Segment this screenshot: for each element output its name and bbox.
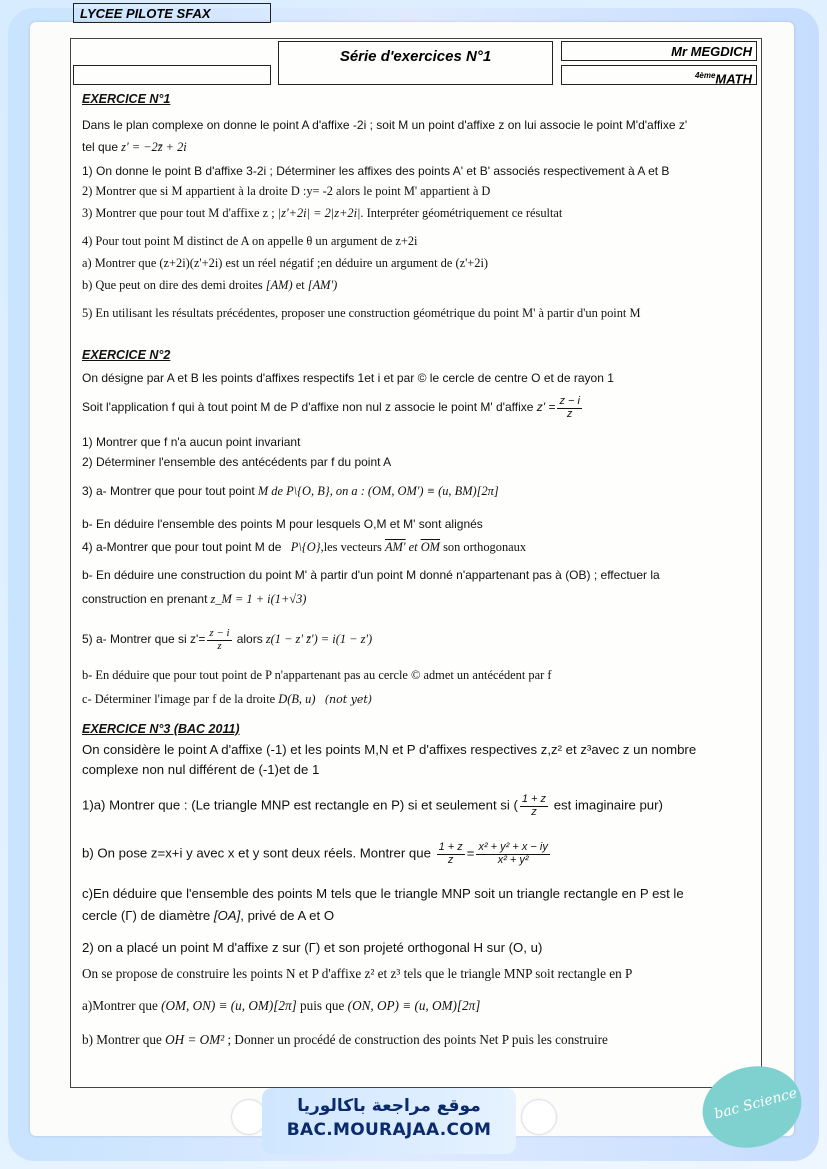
site-footer-banner[interactable] bbox=[262, 1088, 516, 1154]
ex2-line-6: b- En déduire l'ensemble des points M pour lesquels O,M et M' sont alignés bbox=[82, 517, 483, 531]
ex1-line-8-and: et bbox=[295, 278, 305, 292]
ex1-line-1: Dans le plan complexe on donne le point A d'affixe -2i ; soit M un point d'affixe z on lui associe le point M'd'affixe z' bbox=[82, 118, 688, 132]
ex3-line-6 bbox=[82, 908, 334, 925]
ex2-line-7-vectors: ,les vecteurs bbox=[320, 540, 382, 554]
ex1-line-8 bbox=[82, 278, 337, 294]
ex2-line-9 bbox=[82, 592, 306, 608]
ex2-line-7 bbox=[82, 540, 526, 556]
ex2-line-7-text: 4) a-Montrer que pour tout point M de bbox=[82, 540, 282, 554]
ex3-right-den: x² + y² bbox=[497, 853, 529, 866]
ex2-line-8: b- En déduire une construction du point M' à partir d'un point M donné n'appartenant pas à (OB) ; effectuer la bbox=[82, 568, 660, 582]
ex1-line-9: 5) En utilisant les résultats précédentes, proposer une construction géométrique du point M' à partir d'un point M bbox=[82, 306, 641, 320]
exercise-3-title: EXERCICE N°3 (BAC 2011) bbox=[82, 722, 240, 736]
site-url[interactable]: BAC.MOURAJAA.COM bbox=[286, 1120, 492, 1140]
header-empty-box bbox=[73, 65, 271, 85]
ex1-line-5-text: 3) Montrer que pour tout M d'affixe z ; bbox=[82, 206, 275, 220]
ex2-zm-value: z_M = 1 + i(1+√3) bbox=[210, 592, 307, 606]
ex3-line-3 bbox=[82, 794, 663, 818]
site-logo-left bbox=[232, 1100, 266, 1134]
ex2-line-12 bbox=[82, 692, 372, 708]
ex1-line-6: 4) Pour tout point M distinct de A on appelle θ un argument de z+2i bbox=[82, 234, 418, 248]
ex3-angle-1: (OM, ON) ≡ (u, OM)[2π] bbox=[161, 998, 297, 1013]
ex2-line-12-text: c- Déterminer l'image par f de la droite bbox=[82, 692, 276, 706]
ex3-line-8: On se propose de construire les points N et P d'affixe z² et z³ tels que le triangle MNP soit rectangle en P bbox=[82, 966, 633, 981]
ex2-set-p-minus-o: P\{O} bbox=[290, 540, 321, 554]
series-title: Série d'exercices N°1 bbox=[278, 41, 553, 85]
ex2-line-5 bbox=[82, 484, 499, 500]
ex2-line-10-text: 5) a- Montrer que si z'= bbox=[82, 631, 206, 646]
ex3-fraction-right bbox=[476, 842, 549, 866]
ex2-angle-formula: M de P\{O, B}, on a : (OM, OM') ≡ (u, BM)[2π] bbox=[257, 484, 499, 498]
ex3-line-10 bbox=[82, 1032, 608, 1049]
class-name: MATH bbox=[715, 71, 752, 87]
ex3-fraction-left bbox=[437, 842, 465, 866]
ex2-line-7-end: son orthogonaux bbox=[443, 540, 527, 554]
exercise-1-title: EXERCICE N°1 bbox=[82, 92, 171, 106]
ex2-line-2 bbox=[82, 396, 584, 420]
ex1-modulus-formula: |z'+2i| = 2|z+2i| bbox=[277, 206, 361, 220]
ex2-line-d: D(B, u) bbox=[278, 692, 316, 706]
ex1-line-8-text: b) Que peut on dire des demi droites bbox=[82, 278, 263, 292]
ex3-q1-den: z bbox=[531, 805, 537, 818]
ex3-oh-formula: OH = OM² bbox=[165, 1032, 225, 1047]
ex3-line-9 bbox=[82, 998, 480, 1015]
teacher-name: Mr MEGDICH bbox=[561, 41, 757, 61]
ex3-line-9-puis: puis que bbox=[300, 998, 345, 1013]
ex3-line-6-text: cercle (Γ) de diamètre bbox=[82, 908, 211, 923]
ex3-line-4-text: b) On pose z=x+i y avec x et y sont deux réels. Montrer que bbox=[82, 845, 431, 861]
site-logo-right bbox=[522, 1100, 556, 1134]
ex1-line-5 bbox=[82, 206, 562, 222]
class-label bbox=[561, 65, 757, 85]
ex3-line-10-end: ; Donner un procédé de construction des points Net P puis les construire bbox=[227, 1032, 608, 1047]
ex2-q5-den: z bbox=[217, 639, 222, 652]
ex2-line-10-alors: alors bbox=[236, 631, 263, 646]
ex2-frac-num: z − i bbox=[559, 395, 580, 407]
ex2-line-11: b- En déduire que pour tout point de P n'appartenant pas au cercle © admet un antécédent par f bbox=[82, 668, 552, 682]
ex3-left-den: z bbox=[447, 853, 454, 866]
ex3-line-10-text: b) Montrer que bbox=[82, 1032, 162, 1047]
ex2-fraction-f bbox=[557, 396, 581, 420]
ex1-line-2 bbox=[82, 140, 187, 156]
ex1-line-7: a) Montrer que (z+2i)(z'+2i) est un réel négatif ;en déduire un argument de (z'+2i) bbox=[82, 256, 489, 270]
ex3-q1-num: 1 + z bbox=[521, 793, 547, 805]
ex1-line-5-end: . Interpréter géométriquement ce résultat bbox=[360, 206, 563, 220]
ex2-line-7-and: et bbox=[408, 540, 418, 554]
ex3-line-1: On considère le point A d'affixe (-1) et les points M,N et P d'affixes respectives z,z² et z³avec z un nombre bbox=[82, 742, 697, 757]
ex3-left-num: 1 + z bbox=[438, 841, 463, 853]
ex2-line-2-text: Soit l'application f qui à tout point M de P d'affixe non nul z associe le point M' d'affixe bbox=[82, 400, 534, 415]
ex2-frac-den: z bbox=[566, 407, 573, 420]
ex2-line-9-text: construction en prenant bbox=[82, 592, 208, 606]
site-name-arabic: موقع مراجعة باكالوريا bbox=[297, 1096, 481, 1116]
ex3-right-num: x² + y² + x − iy bbox=[478, 841, 548, 853]
school-name: LYCEE PILOTE SFAX bbox=[73, 3, 271, 23]
ex3-line-2: complexe non nul différent de (-1)et de 1 bbox=[82, 762, 320, 777]
ex1-half-line-am: [AM) bbox=[265, 278, 293, 292]
bac-science-text: bac Science bbox=[712, 1085, 799, 1123]
handwritten-note: (not yet) bbox=[324, 693, 373, 706]
ex3-equals: = bbox=[466, 845, 475, 861]
ex1-line-4: 2) Montrer que si M appartient à la droite D :y= -2 alors le point M' appartient à D bbox=[82, 184, 491, 198]
ex2-q5-formula: z(1 − z' z̄') = i(1 − z') bbox=[265, 631, 373, 646]
ex2-line-5-text: 3) a- Montrer que pour tout point bbox=[82, 484, 255, 498]
ex2-fraction-q5 bbox=[207, 628, 231, 652]
ex2-line-1: On désigne par A et B les points d'affixes respectifs 1et i et par © le cercle de centre O et de rayon 1 bbox=[82, 371, 614, 385]
ex1-formula-zprime: z' = −2z̄ + 2i bbox=[121, 140, 187, 154]
ex2-q5-num: z − i bbox=[209, 627, 230, 639]
ex1-half-line-amprime: [AM') bbox=[307, 278, 338, 292]
ex3-fraction-q1 bbox=[520, 794, 548, 818]
ex2-zprime-label: z' = bbox=[536, 400, 556, 415]
ex2-vector-amprime: AM' bbox=[384, 540, 406, 554]
ex1-line-2-text: tel que bbox=[82, 140, 119, 154]
ex3-line-6-end: , privé de A et O bbox=[240, 908, 335, 923]
ex1-line-3: 1) On donne le point B d'affixe 3-2i ; Déterminer les affixes des points A' et B' associés respectivement à A et B bbox=[82, 164, 670, 178]
ex3-segment-oa: [OA] bbox=[213, 908, 241, 923]
ex2-line-4: 2) Déterminer l'ensemble des antécédents par f du point A bbox=[82, 455, 392, 469]
ex2-line-10 bbox=[82, 628, 372, 652]
ex2-vector-om: $\overline{OM}$ bbox=[420, 540, 440, 554]
class-superscript: 4ème bbox=[694, 71, 716, 80]
ex3-line-3-text: 1)a) Montrer que : (Le triangle MNP est rectangle en P) si et seulement si ( bbox=[82, 797, 518, 813]
ex3-line-3-end: est imaginaire pur) bbox=[553, 797, 663, 813]
ex3-angle-2: (ON, OP) ≡ (u, OM)[2π] bbox=[347, 998, 481, 1013]
ex3-line-7: 2) on a placé un point M d'affixe z sur (Γ) et son projeté orthogonal H sur (O, u) bbox=[82, 940, 543, 955]
ex2-line-3: 1) Montrer que f n'a aucun point invariant bbox=[82, 435, 301, 449]
ex3-line-9-text: a)Montrer que bbox=[82, 998, 158, 1013]
ex3-line-5: c)En déduire que l'ensemble des points M tels que le triangle MNP soit un triangle rectangle en P est le bbox=[82, 886, 684, 901]
ex3-line-4 bbox=[82, 842, 552, 866]
exercise-2-title: EXERCICE N°2 bbox=[82, 348, 171, 362]
